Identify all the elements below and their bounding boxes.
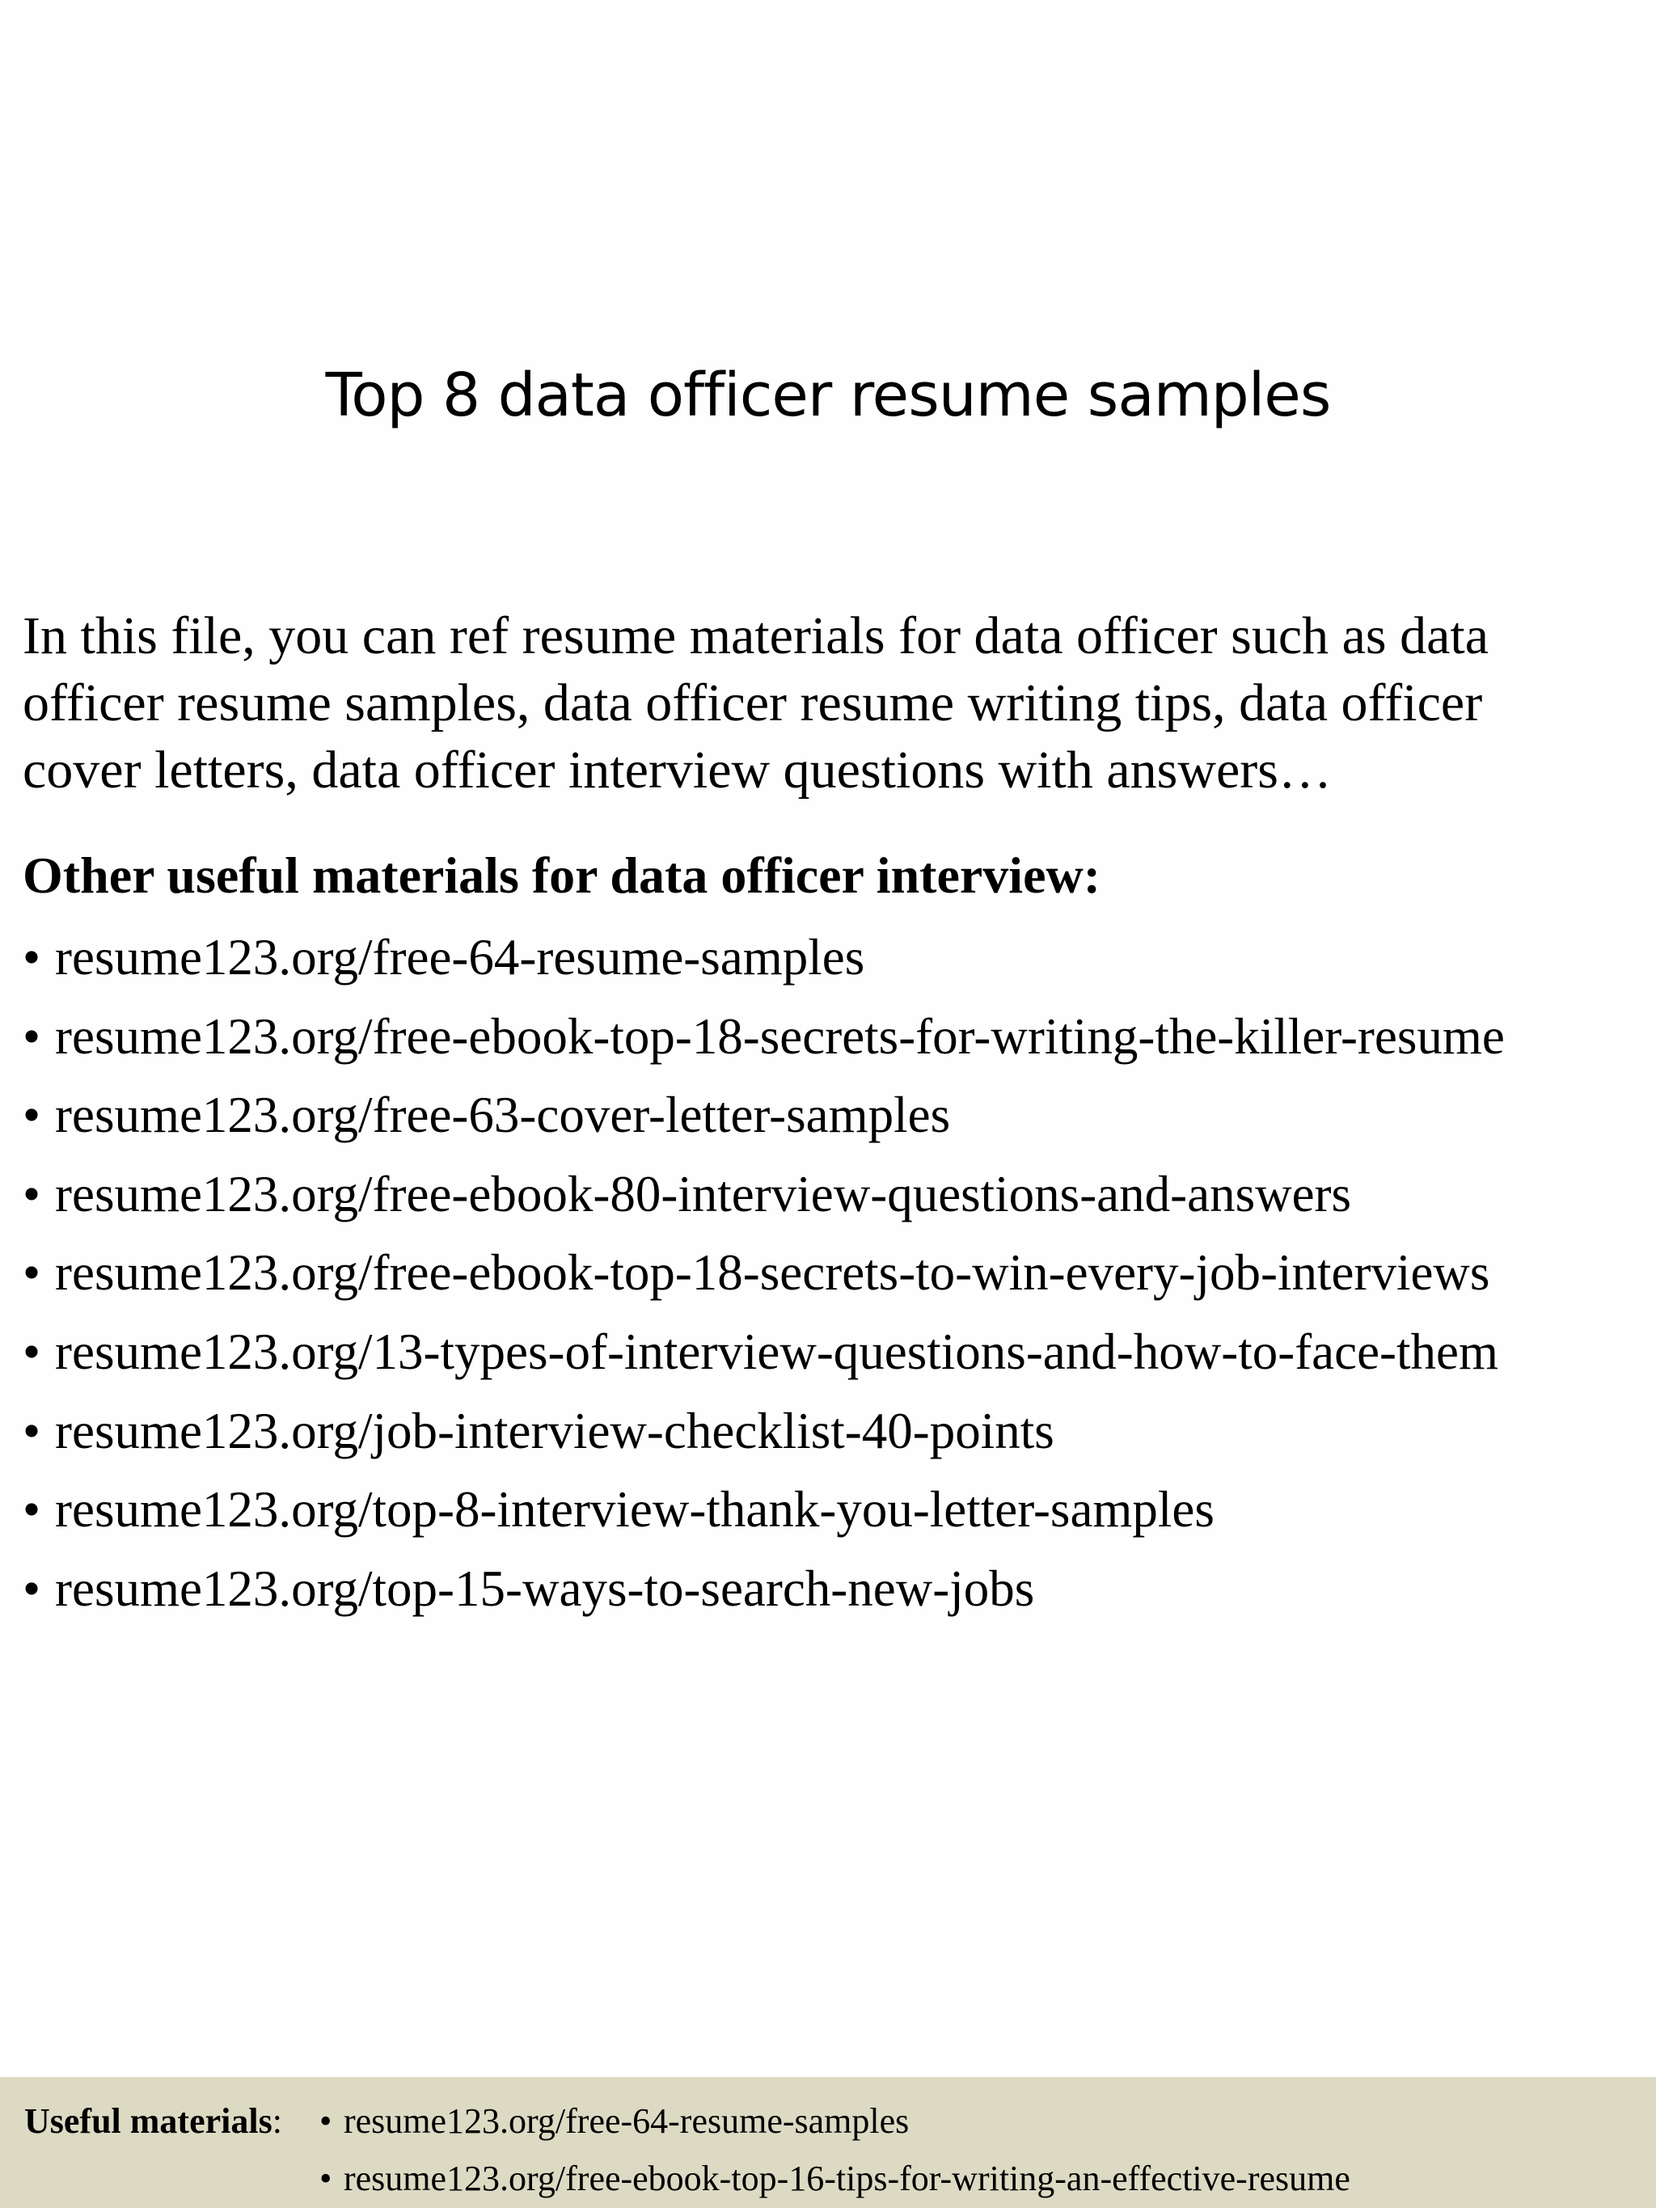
list-item (23, 1078, 1648, 1157)
materials-link[interactable]: resume123.org/free-ebook-top-18-secrets-for-writing-the-killer-resume (55, 1007, 1505, 1065)
materials-link[interactable]: resume123.org/free-64-resume-samples (55, 929, 865, 986)
bullet-icon: • (23, 1402, 41, 1459)
materials-link[interactable]: resume123.org/top-15-ways-to-search-new-jobs (55, 1560, 1035, 1617)
bullet-icon: • (23, 1323, 41, 1380)
footer-link-list (319, 2097, 1350, 2212)
footer-label (24, 2097, 282, 2146)
list-item (23, 1157, 1648, 1236)
materials-link[interactable]: resume123.org/free-ebook-top-18-secrets-to-win-every-job-interviews (55, 1244, 1490, 1302)
bullet-icon: • (319, 2101, 332, 2141)
list-item (23, 920, 1648, 999)
intro-paragraph: In this file, you can ref resume materials for data officer such as data officer resume samples, data officer resume writing tips, data officer cover letters, data officer interview questions with answers… (23, 606, 1489, 800)
useful-materials-footer (0, 2077, 1656, 2208)
list-item (23, 1235, 1648, 1315)
bullet-icon: • (23, 929, 41, 986)
list-item (23, 999, 1648, 1079)
footer-label-text: Useful materials (24, 2101, 272, 2141)
list-item (23, 1472, 1648, 1551)
list-item (319, 2097, 1350, 2155)
bullet-icon: • (23, 1481, 41, 1539)
bullet-icon: • (319, 2159, 332, 2198)
list-item (319, 2155, 1350, 2212)
list-item (23, 1551, 1648, 1631)
bullet-icon: • (23, 1087, 41, 1144)
footer-link[interactable]: resume123.org/free-64-resume-samples (344, 2101, 910, 2141)
materials-link[interactable]: resume123.org/13-types-of-interview-questions-and-how-to-face-them (55, 1323, 1499, 1380)
page-title: Top 8 data officer resume samples (325, 361, 1331, 430)
bullet-icon: • (23, 1165, 41, 1222)
footer-link[interactable]: resume123.org/free-ebook-top-16-tips-for-writing-an-effective-resume (344, 2159, 1350, 2198)
bullet-icon: • (23, 1007, 41, 1065)
list-item (23, 1315, 1648, 1394)
list-item (23, 1394, 1648, 1473)
other-materials-heading: Other useful materials for data officer interview: (23, 846, 1100, 904)
materials-link[interactable]: resume123.org/job-interview-checklist-40-points (55, 1402, 1054, 1459)
materials-link[interactable]: resume123.org/top-8-interview-thank-you-letter-samples (55, 1481, 1215, 1539)
footer-label-colon: : (272, 2101, 282, 2141)
materials-link-list (23, 920, 1648, 1630)
materials-link[interactable]: resume123.org/free-63-cover-letter-samples (55, 1087, 951, 1144)
materials-link[interactable]: resume123.org/free-ebook-80-interview-questions-and-answers (55, 1165, 1352, 1222)
bullet-icon: • (23, 1560, 41, 1617)
bullet-icon: • (23, 1244, 41, 1302)
